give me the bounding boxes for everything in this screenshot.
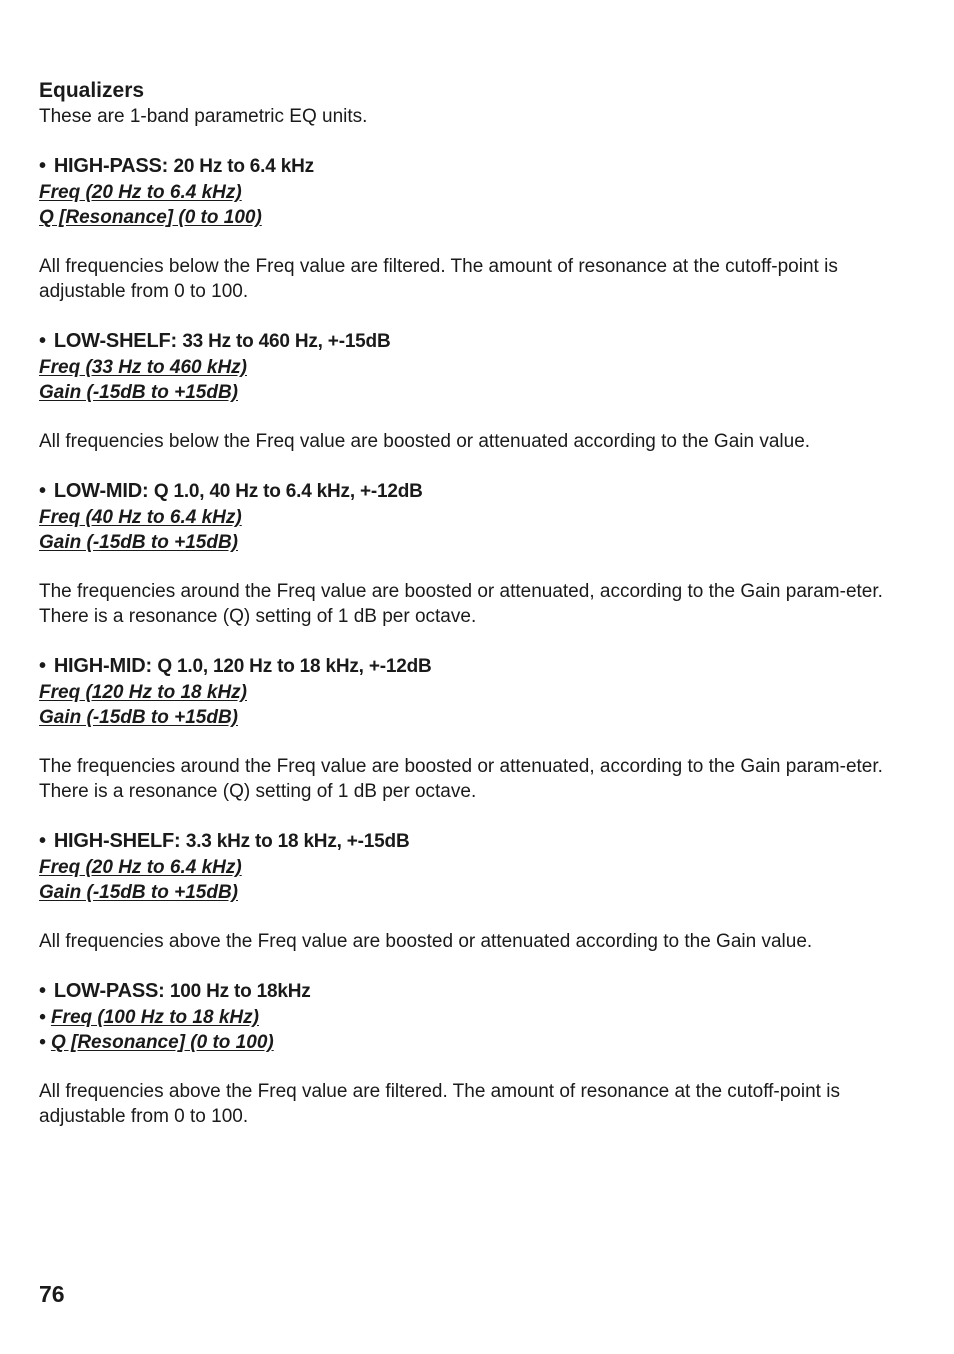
eq-name: LOW-PASS:: [53, 980, 165, 1002]
eq-description: The frequencies around the Freq value are boosted or attenuated, according to the Gain param-eter. There is a resonance (Q) setting of 1 dB per octave.: [39, 756, 883, 802]
eq-description: All frequencies above the Freq value are boosted or attenuated according to the Gain value.: [39, 931, 813, 952]
bullet: •: [39, 980, 46, 1002]
eq-block-low-shelf: [39, 328, 919, 454]
eq-block-high-pass: [39, 153, 919, 304]
page-number: 76: [39, 1281, 65, 1307]
document-page: [39, 78, 919, 1129]
section-intro: These are 1-band parametric EQ units.: [39, 106, 368, 127]
eq-param: [39, 180, 919, 205]
param-text: Gain (-15dB to +15dB): [39, 707, 238, 728]
bullet: •: [39, 655, 46, 677]
eq-param: [39, 880, 919, 905]
eq-param: [39, 705, 919, 730]
section-title: Equalizers: [39, 79, 145, 102]
param-text: Freq (120 Hz to 18 kHz): [39, 682, 247, 703]
eq-description: The frequencies around the Freq value are boosted or attenuated, according to the Gain param-eter. There is a resonance (Q) setting of 1 dB per octave.: [39, 581, 883, 627]
eq-param: [39, 680, 919, 705]
eq-spec: Q 1.0, 120 Hz to 18 kHz, +-12dB: [157, 656, 432, 677]
eq-name: HIGH-MID:: [53, 655, 152, 677]
eq-block-low-pass: [39, 978, 919, 1129]
eq-param: [39, 1030, 919, 1055]
param-text: Freq (100 Hz to 18 kHz): [50, 1007, 259, 1028]
eq-heading: [39, 978, 919, 1005]
eq-name: LOW-SHELF:: [53, 330, 177, 352]
param-text: Gain (-15dB to +15dB): [39, 882, 238, 903]
eq-heading: [39, 478, 919, 505]
eq-spec: 3.3 kHz to 18 kHz, +-15dB: [185, 831, 410, 852]
param-text: Freq (20 Hz to 6.4 kHz): [39, 182, 242, 203]
eq-param: [39, 205, 919, 230]
param-text: Gain (-15dB to +15dB): [39, 382, 238, 403]
eq-block-high-shelf: [39, 828, 919, 954]
eq-heading: [39, 328, 919, 355]
eq-spec: 33 Hz to 460 Hz, +-15dB: [182, 331, 391, 352]
param-text: Freq (33 Hz to 460 kHz): [39, 357, 247, 378]
eq-param: [39, 1005, 919, 1030]
param-prefix: •: [39, 1032, 51, 1053]
param-text: Q [Resonance] (0 to 100): [50, 1032, 274, 1053]
eq-heading: [39, 153, 919, 180]
eq-spec: Q 1.0, 40 Hz to 6.4 kHz, +-12dB: [153, 481, 423, 502]
eq-param: [39, 380, 919, 405]
eq-block-low-mid: [39, 478, 919, 629]
equalizer-list: [39, 153, 919, 1129]
eq-block-high-mid: [39, 653, 919, 804]
param-text: Freq (40 Hz to 6.4 kHz): [39, 507, 242, 528]
eq-spec: 20 Hz to 6.4 kHz: [173, 156, 314, 177]
param-text: Q [Resonance] (0 to 100): [39, 207, 262, 228]
eq-param: [39, 355, 919, 380]
eq-name: LOW-MID:: [53, 480, 149, 502]
eq-heading: [39, 828, 919, 855]
eq-param: [39, 855, 919, 880]
param-text: Freq (20 Hz to 6.4 kHz): [39, 857, 242, 878]
param-prefix: •: [39, 1007, 51, 1028]
bullet: •: [39, 830, 46, 852]
eq-param: [39, 530, 919, 555]
eq-description: All frequencies below the Freq value are filtered. The amount of resonance at the cutoff-point is adjustable from 0 to 100.: [39, 256, 838, 302]
param-text: Gain (-15dB to +15dB): [39, 532, 238, 553]
eq-heading: [39, 653, 919, 680]
eq-name: HIGH-SHELF:: [53, 830, 181, 852]
eq-param: [39, 505, 919, 530]
bullet: •: [39, 330, 46, 352]
bullet: •: [39, 480, 46, 502]
eq-spec: 100 Hz to 18kHz: [169, 981, 311, 1002]
eq-description: All frequencies above the Freq value are filtered. The amount of resonance at the cutoff-point is adjustable from 0 to 100.: [39, 1081, 840, 1127]
eq-name: HIGH-PASS:: [53, 155, 169, 177]
eq-description: All frequencies below the Freq value are boosted or attenuated according to the Gain value.: [39, 431, 811, 452]
bullet: •: [39, 155, 46, 177]
